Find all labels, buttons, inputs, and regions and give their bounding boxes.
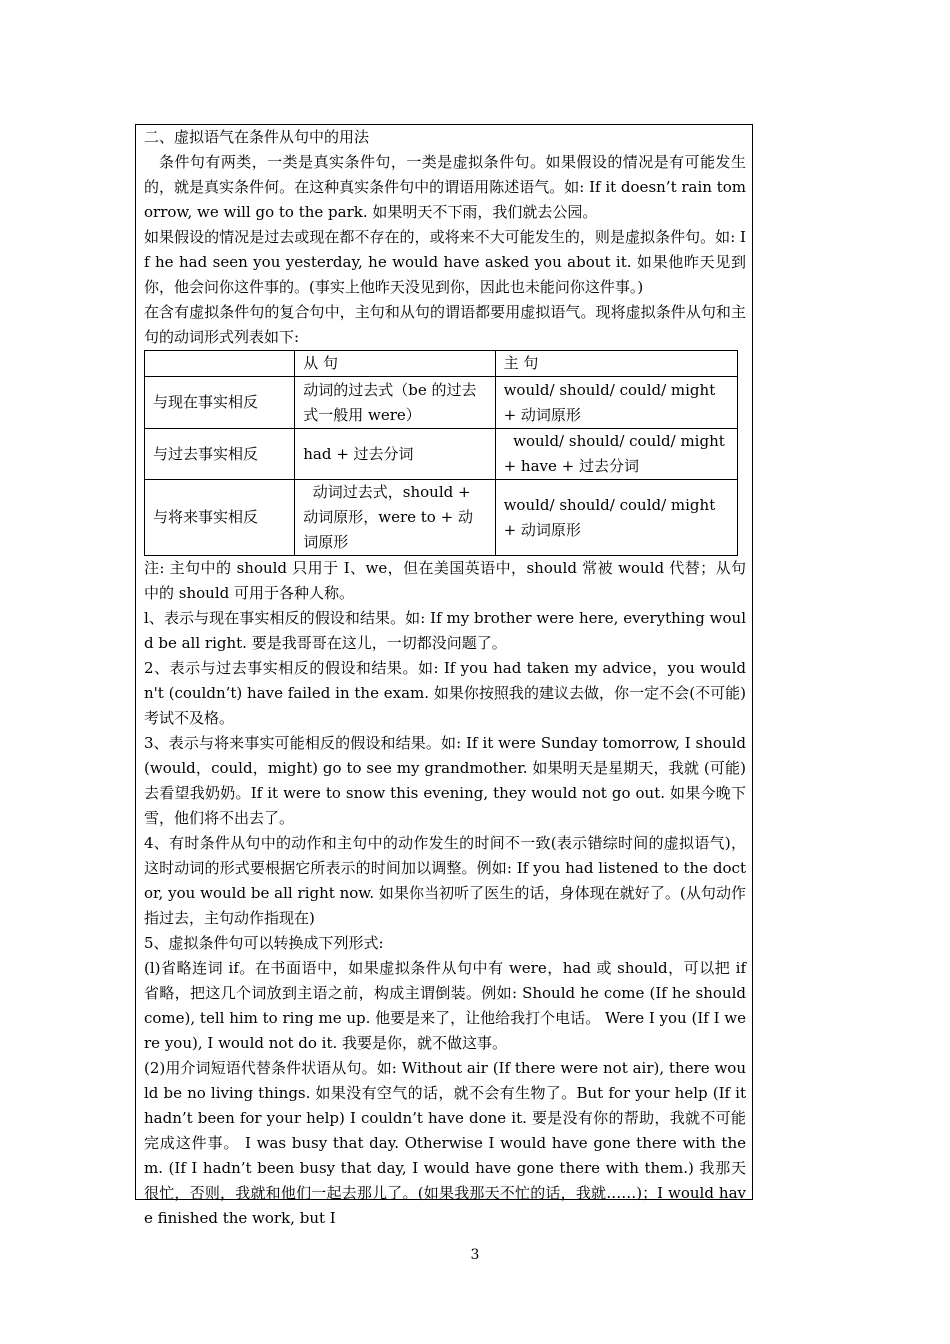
content-body bbox=[144, 125, 746, 1231]
table-cell: had + 过去分词 bbox=[295, 429, 495, 480]
table-row bbox=[145, 377, 738, 429]
table-row bbox=[145, 429, 738, 480]
paragraph: 条件句有两类，一类是真实条件句，一类是虚拟条件句。如果假设的情况是有可能发生的，就是真实条件何。在这种真实条件句中的谓语用陈述语气。如: If it doesn’t rain tomorrow, we will go to the park. 如果明天不下雨，我们就去公园。 bbox=[144, 153, 746, 221]
paragraph: 2、表示与过去事实相反的假设和结果。如: If you had taken my advice，you wouldn't (couldn’t) have failed in the exam. 如果你按照我的建议去做，你一定不会(不可能)考试不及格。 bbox=[144, 659, 746, 727]
verb-form-table bbox=[144, 350, 738, 556]
paragraph: 如果假设的情况是过去或现在都不存在的，或将来不大可能发生的，则是虚拟条件句。如: If he had seen you yesterday, he would have asked you about it. 如果他昨天见到你，他会问你这件事的。(事实上他昨天没见到你，因此也未能问你这件事。) bbox=[144, 228, 746, 296]
page-number: 3 bbox=[470, 1247, 480, 1263]
content-frame bbox=[135, 124, 753, 1227]
table-header-cell bbox=[145, 351, 295, 377]
paragraph: (l)省略连词 if。在书面语中，如果虚拟条件从句中有 were，had 或 should，可以把 if 省略，把这几个词放到主语之前，构成主谓倒装。例如: Should he come (If he should come), tell him to ring me up. 他要是来了，让他给我打个电话。 Were I you (If I were you), I would not do it. 我要是你，就不做这事。 bbox=[144, 959, 746, 1052]
table-cell: would/ should/ could/ might + have + 过去分词 bbox=[495, 429, 737, 480]
table-header-row bbox=[145, 351, 738, 377]
paragraph: 5、虚拟条件句可以转换成下列形式: bbox=[144, 934, 384, 952]
table-cell: 与过去事实相反 bbox=[145, 429, 295, 480]
section-heading: 二、虚拟语气在条件从句中的用法 bbox=[144, 128, 370, 146]
table-cell: 动词过去式，should + 动词原形，were to + 动词原形 bbox=[295, 480, 495, 556]
paragraph: (2)用介词短语代替条件状语从句。如: Without air (If there were not air), there would be no living things. 如果没有空气的话，就不会有生物了。But for your help (If it hadn’t been for your help) I couldn’t have done it. 要是没有你的帮助，我就不可能完成这件事。 I was busy that day. Otherwise I would have gone there with them. (If I hadn’t been busy that day, I would have gone there with them.) 我那天很忙，否则，我就和他们一起去那儿了。(如果我那天不忙的话，我就……)；I would have finished the work, but I bbox=[144, 1059, 746, 1227]
table-row bbox=[145, 480, 738, 556]
paragraph: 4、有时条件从句中的动作和主句中的动作发生的时间不一致(表示错综时间的虚拟语气)，这时动词的形式要根据它所表示的时间加以调整。例如: If you had listened to the doctor, you would be all right now. 如果你当初听了医生的话，身体现在就好了。(从句动作指过去，主句动作指现在) bbox=[144, 834, 746, 927]
table-header-cell: 从 句 bbox=[295, 351, 495, 377]
table-cell: would/ should/ could/ might + 动词原形 bbox=[495, 377, 737, 429]
paragraph: l、表示与现在事实相反的假设和结果。如: If my brother were here, everything would be all right. 要是我哥哥在这儿，一切都没问题了。 bbox=[144, 609, 746, 652]
paragraph: 在含有虚拟条件句的复合句中，主句和从句的谓语都要用虚拟语气。现将虚拟条件从句和主句的动词形式列表如下: bbox=[144, 303, 746, 346]
table-cell: 动词的过去式（be 的过去式一般用 were） bbox=[295, 377, 495, 429]
table-cell: would/ should/ could/ might + 动词原形 bbox=[495, 480, 737, 556]
table-cell: 与现在事实相反 bbox=[145, 377, 295, 429]
table-cell: 与将来事实相反 bbox=[145, 480, 295, 556]
note-paragraph: 注: 主句中的 should 只用于 I、we，但在美国英语中，should 常被 would 代替；从句中的 should 可用于各种人称。 bbox=[144, 559, 746, 602]
table-header-cell: 主 句 bbox=[495, 351, 737, 377]
paragraph: 3、表示与将来事实可能相反的假设和结果。如: If it were Sunday tomorrow, I should (would，could，might) go to see my grandmother. 如果明天是星期天，我就 (可能)去看望我奶奶。If it were to snow this evening, they would not go out. 如果今晚下雪，他们将不出去了。 bbox=[144, 734, 746, 827]
